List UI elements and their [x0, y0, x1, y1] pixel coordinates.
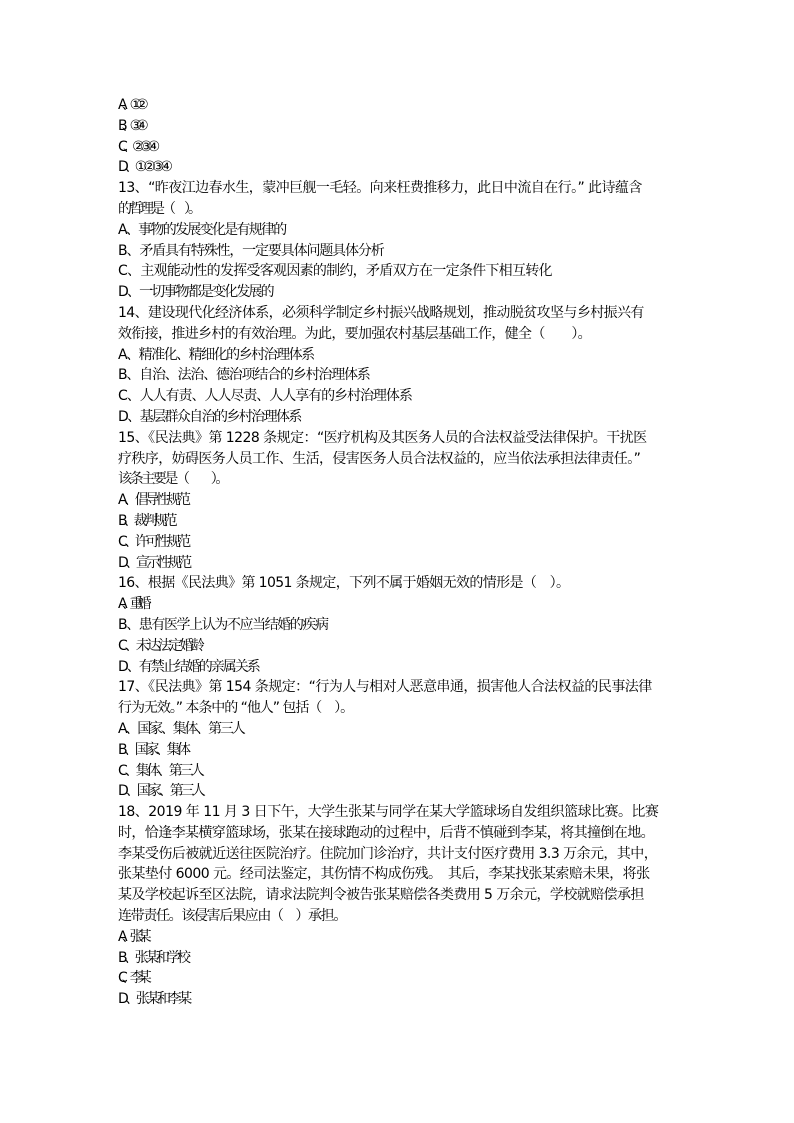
question-text-line: 13、“昨夜江边春水生，蒙冲巨舰一毛轻。向来枉费推移力，此日中流自在行。” 此诗蕴含: [118, 180, 642, 197]
question-text-line: 的哲理是（ ）。: [118, 200, 199, 217]
answer-option: B、矛盾具有特殊性，一定要具体问题具体分析: [118, 242, 384, 259]
question-text-line: 某及学校起诉至区法院，请求法院判令被告张某赔偿各类费用 5 万余元，学校就赔偿承担: [118, 887, 644, 904]
answer-option: A、①②: [118, 97, 143, 113]
answer-option: D、一切事物都是变化发展的: [118, 284, 273, 301]
question-text-line: 李某受伤后被就近送往医院治疗。住院加门诊治疗，共计支付医疗费用 3.3 万余元，其中，: [118, 845, 658, 862]
answer-option: B、国家、集体: [118, 741, 188, 758]
answer-option: C、集体、第三人: [118, 762, 202, 779]
answer-option: B、裁判规范: [118, 512, 174, 529]
answer-option: C、②③④: [118, 138, 156, 155]
question-text-line: 行为无效。” 本条中的 “他人” 包括（ ）。: [118, 700, 354, 717]
question-text-line: 连带责任。该侵害后果应由（ ）承担。: [118, 908, 346, 925]
answer-option: D、张某和李某: [118, 991, 189, 1008]
answer-option: A、精准化、精细化的乡村治理体系: [118, 346, 314, 363]
question-text-line: 15、《民法典》第 1228 条规定：“医疗机构及其医务人员的合法权益受法律保护。干扰医: [118, 429, 647, 446]
answer-option: A、倡导性规范: [118, 492, 188, 509]
question-text-line: 17、《民法典》第 154 条规定：“行为人与相对人恶意串通，损害他人合法权益的民事法律: [118, 679, 652, 696]
answer-option: B、张某和学校: [118, 949, 188, 966]
answer-option: D、宣示性规范: [118, 554, 189, 571]
answer-option: B、自治、法治、德治项结合的乡村治理体系: [118, 367, 370, 384]
answer-option: B、③④: [118, 117, 143, 134]
answer-option: A、张某: [118, 928, 146, 945]
answer-option: A、事物的发展变化是有规律的: [118, 221, 286, 238]
question-text-line: 18、2019 年 11 月 3 日下午，大学生张某与同学在某大学篮球场自发组织篮球比赛。比赛: [118, 804, 659, 821]
answer-option: A、重婚: [118, 596, 146, 613]
answer-option: D、基层群众自治的乡村治理体系: [118, 408, 301, 425]
answer-option: C、李某: [118, 970, 146, 987]
question-text-line: 疗秩序，妨碍医务人员工作、生活，侵害医务人员合法权益的，应当依法承担法律责任。”: [118, 450, 641, 467]
answer-option: D、①②③④: [118, 159, 169, 176]
question-text-line: 时，恰逢李某横穿篮球场，张某在接球跑动的过程中，后背不慎碰到李某，将其撞倒在地。: [118, 824, 654, 841]
answer-option: C、主观能动性的发挥受客观因素的制约，矛盾双方在一定条件下相互转化: [118, 263, 552, 280]
answer-option: C、未达法定婚龄: [118, 637, 202, 654]
answer-option: A、国家、集体、第三人: [118, 720, 244, 737]
question-text-line: 张某垫付 6000 元。经司法鉴定，其伤情不构成伤残。 其后，李某找张某索赔未果，将张: [118, 866, 650, 883]
answer-option: D、国家、第三人: [118, 783, 203, 800]
answer-option: C、人人有责、人人尽责、人人享有的乡村治理体系: [118, 388, 412, 405]
question-text-line: 16、根据《民法典》第 1051 条规定，下列不属于婚姻无效的情形是（ ）。: [118, 575, 570, 592]
document-body: [118, 95, 698, 1010]
question-text-line: 该条主要是（ ）。: [118, 471, 227, 488]
question-text-line: 效衔接，推进乡村的有效治理。为此，要加强农村基层基础工作，健全（ ）。: [118, 325, 591, 342]
question-text-line: 14、建设现代化经济体系，必须科学制定乡村振兴战略规划，推动脱贫攻坚与乡村振兴有: [118, 304, 644, 321]
answer-option: D、有禁止结婚的亲属关系: [118, 658, 259, 675]
answer-option: B、患有医学上认为不应当结婚的疾病: [118, 616, 328, 633]
answer-option: C、许可性规范: [118, 533, 188, 550]
